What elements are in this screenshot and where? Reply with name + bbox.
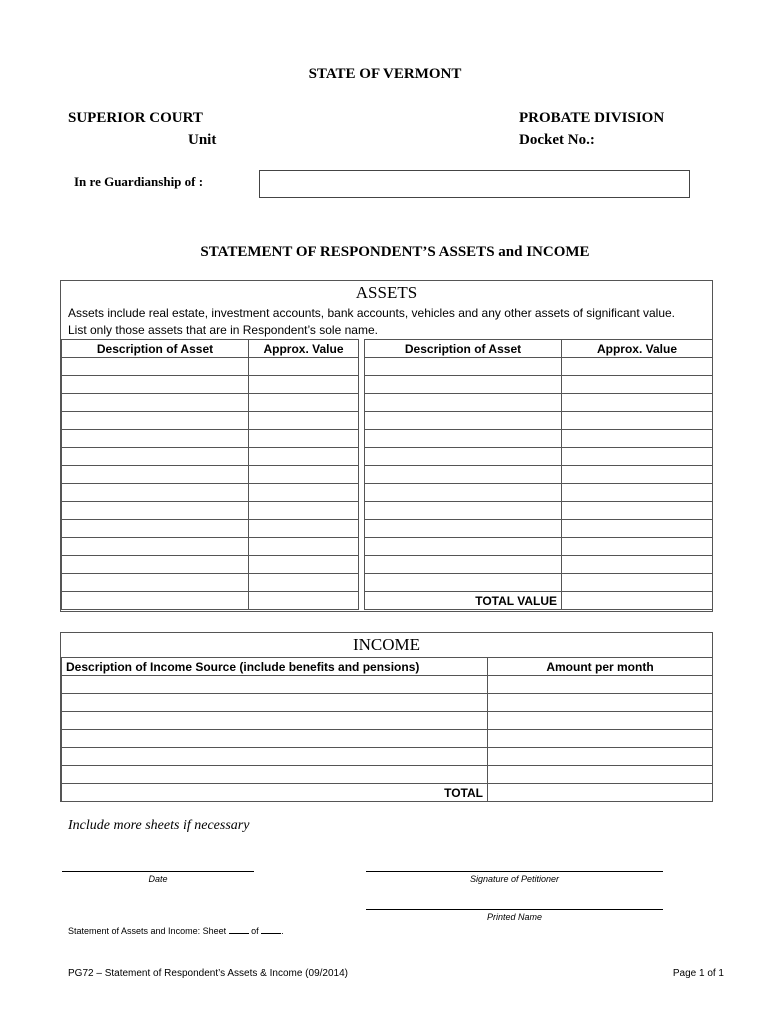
- asset-value-cell[interactable]: [562, 412, 713, 430]
- asset-description-cell[interactable]: [365, 538, 562, 556]
- asset-description-cell[interactable]: [62, 358, 249, 376]
- income-heading: INCOME: [352, 635, 421, 654]
- asset-value-cell[interactable]: [562, 502, 713, 520]
- asset-value-cell[interactable]: [562, 394, 713, 412]
- asset-description-cell[interactable]: [365, 574, 562, 592]
- assets-note-line-1: Assets include real estate, investment accounts, bank accounts, vehicles and any other assets of significant value.: [68, 306, 676, 320]
- asset-row: [62, 430, 713, 448]
- asset-description-cell[interactable]: [365, 448, 562, 466]
- income-amount-cell[interactable]: [488, 730, 713, 748]
- asset-value-cell[interactable]: [562, 448, 713, 466]
- asset-value-cell[interactable]: [562, 358, 713, 376]
- asset-value-cell[interactable]: [249, 358, 359, 376]
- asset-description-cell[interactable]: [62, 412, 249, 430]
- asset-value-cell[interactable]: [562, 484, 713, 502]
- asset-value-cell[interactable]: [249, 538, 359, 556]
- income-amount-header: Amount per month: [488, 658, 713, 676]
- income-amount-cell[interactable]: [488, 676, 713, 694]
- income-row: [62, 730, 713, 748]
- assets-table: [61, 339, 713, 610]
- asset-value-header-right: Approx. Value: [562, 340, 713, 358]
- guardianship-name-field[interactable]: [259, 170, 690, 198]
- asset-description-cell[interactable]: [365, 484, 562, 502]
- asset-row: [62, 538, 713, 556]
- asset-description-cell[interactable]: [365, 358, 562, 376]
- asset-value-cell[interactable]: [562, 376, 713, 394]
- assets-note-line-2: List only those assets that are in Respondent’s sole name.: [68, 323, 378, 337]
- asset-row: [62, 412, 713, 430]
- asset-value-cell[interactable]: [249, 376, 359, 394]
- asset-row: [62, 574, 713, 592]
- asset-row: [62, 358, 713, 376]
- asset-value-cell[interactable]: [562, 574, 713, 592]
- asset-value-cell[interactable]: [249, 448, 359, 466]
- asset-value-cell[interactable]: [249, 466, 359, 484]
- asset-value-cell[interactable]: [249, 430, 359, 448]
- income-description-header: Description of Income Source (include benefits and pensions): [62, 658, 488, 676]
- income-amount-cell[interactable]: [488, 748, 713, 766]
- asset-description-cell[interactable]: [365, 556, 562, 574]
- asset-value-cell[interactable]: [249, 394, 359, 412]
- sheet-of: of: [251, 926, 259, 936]
- asset-description-cell[interactable]: [62, 574, 249, 592]
- asset-description-header-right: Description of Asset: [365, 340, 562, 358]
- asset-value-cell[interactable]: [562, 520, 713, 538]
- guardianship-label: In re Guardianship of :: [74, 174, 204, 189]
- sheet-prefix: Statement of Assets and Income: Sheet: [68, 926, 227, 936]
- petitioner-signature-caption: Signature of Petitioner: [469, 874, 560, 884]
- income-amount-cell[interactable]: [488, 694, 713, 712]
- sheet-total-blank[interactable]: [261, 924, 281, 934]
- sheet-end: .: [281, 926, 284, 936]
- asset-row: [62, 556, 713, 574]
- asset-description-cell[interactable]: [62, 520, 249, 538]
- asset-value-cell[interactable]: [249, 484, 359, 502]
- more-sheets-note: Include more sheets if necessary: [68, 818, 250, 833]
- asset-value-cell[interactable]: [249, 574, 359, 592]
- asset-value-cell[interactable]: [562, 466, 713, 484]
- income-total-cell[interactable]: [488, 784, 713, 802]
- asset-description-cell[interactable]: [365, 430, 562, 448]
- asset-description-cell[interactable]: [365, 520, 562, 538]
- asset-description-cell[interactable]: [365, 412, 562, 430]
- court-name: SUPERIOR COURT: [68, 110, 203, 126]
- asset-value-cell[interactable]: [562, 538, 713, 556]
- asset-description-cell[interactable]: [365, 376, 562, 394]
- state-title: STATE OF VERMONT: [308, 66, 462, 82]
- income-section: [60, 632, 713, 802]
- total-value-cell[interactable]: [562, 592, 713, 610]
- total-value-label: TOTAL VALUE: [365, 592, 562, 610]
- asset-value-cell[interactable]: [562, 430, 713, 448]
- asset-description-cell[interactable]: [62, 538, 249, 556]
- asset-row: [62, 394, 713, 412]
- income-row: [62, 676, 713, 694]
- petitioner-signature-line[interactable]: [366, 871, 663, 872]
- asset-description-cell[interactable]: [62, 376, 249, 394]
- assets-header-row: [62, 340, 713, 358]
- date-caption: Date: [148, 874, 168, 884]
- asset-total-row: [62, 592, 713, 610]
- asset-row: [62, 466, 713, 484]
- income-row: [62, 748, 713, 766]
- income-row: [62, 694, 713, 712]
- income-row: [62, 766, 713, 784]
- asset-value-cell[interactable]: [249, 520, 359, 538]
- asset-description-cell[interactable]: [365, 394, 562, 412]
- division-name: PROBATE DIVISION: [519, 110, 665, 126]
- assets-section: [60, 280, 713, 612]
- income-row: [62, 712, 713, 730]
- asset-description-cell[interactable]: [365, 466, 562, 484]
- income-total-label: TOTAL: [62, 784, 488, 802]
- income-table: [61, 657, 713, 802]
- assets-note: [68, 305, 675, 339]
- asset-description-cell[interactable]: [365, 502, 562, 520]
- asset-value-cell[interactable]: [249, 556, 359, 574]
- asset-description-cell[interactable]: [62, 394, 249, 412]
- income-description-cell[interactable]: [62, 694, 488, 712]
- printed-name-caption: Printed Name: [486, 912, 543, 922]
- page-number: Page 1 of 1: [672, 968, 724, 979]
- asset-row: [62, 376, 713, 394]
- asset-description-cell[interactable]: [62, 556, 249, 574]
- asset-description-cell[interactable]: [62, 430, 249, 448]
- assets-heading: ASSETS: [355, 283, 418, 302]
- form-footer-id: PG72 – Statement of Respondent’s Assets & Income (09/2014): [68, 968, 348, 979]
- statement-title: STATEMENT OF RESPONDENT’S ASSETS and INCOME: [200, 244, 590, 260]
- income-description-cell[interactable]: [62, 766, 488, 784]
- asset-row: [62, 448, 713, 466]
- income-header-row: [62, 658, 713, 676]
- unit-label: Unit: [188, 132, 217, 148]
- asset-value-cell[interactable]: [249, 502, 359, 520]
- income-description-cell[interactable]: [62, 730, 488, 748]
- asset-value-cell[interactable]: [249, 412, 359, 430]
- asset-description-cell[interactable]: [62, 466, 249, 484]
- income-description-cell[interactable]: [62, 748, 488, 766]
- date-line[interactable]: [62, 871, 254, 872]
- sheet-number-blank[interactable]: [229, 924, 249, 934]
- income-amount-cell[interactable]: [488, 766, 713, 784]
- asset-description-cell[interactable]: [62, 484, 249, 502]
- asset-description-cell[interactable]: [62, 448, 249, 466]
- asset-row: [62, 520, 713, 538]
- asset-row: [62, 484, 713, 502]
- income-total-row: [62, 784, 713, 802]
- asset-row: [62, 502, 713, 520]
- asset-value-header-left: Approx. Value: [249, 340, 359, 358]
- income-description-cell[interactable]: [62, 712, 488, 730]
- printed-name-line[interactable]: [366, 909, 663, 910]
- asset-description-header-left: Description of Asset: [62, 340, 249, 358]
- income-description-cell[interactable]: [62, 676, 488, 694]
- asset-value-cell[interactable]: [562, 556, 713, 574]
- docket-label: Docket No.:: [519, 132, 595, 148]
- asset-description-cell[interactable]: [62, 502, 249, 520]
- income-amount-cell[interactable]: [488, 712, 713, 730]
- sheet-count-line: [68, 924, 284, 936]
